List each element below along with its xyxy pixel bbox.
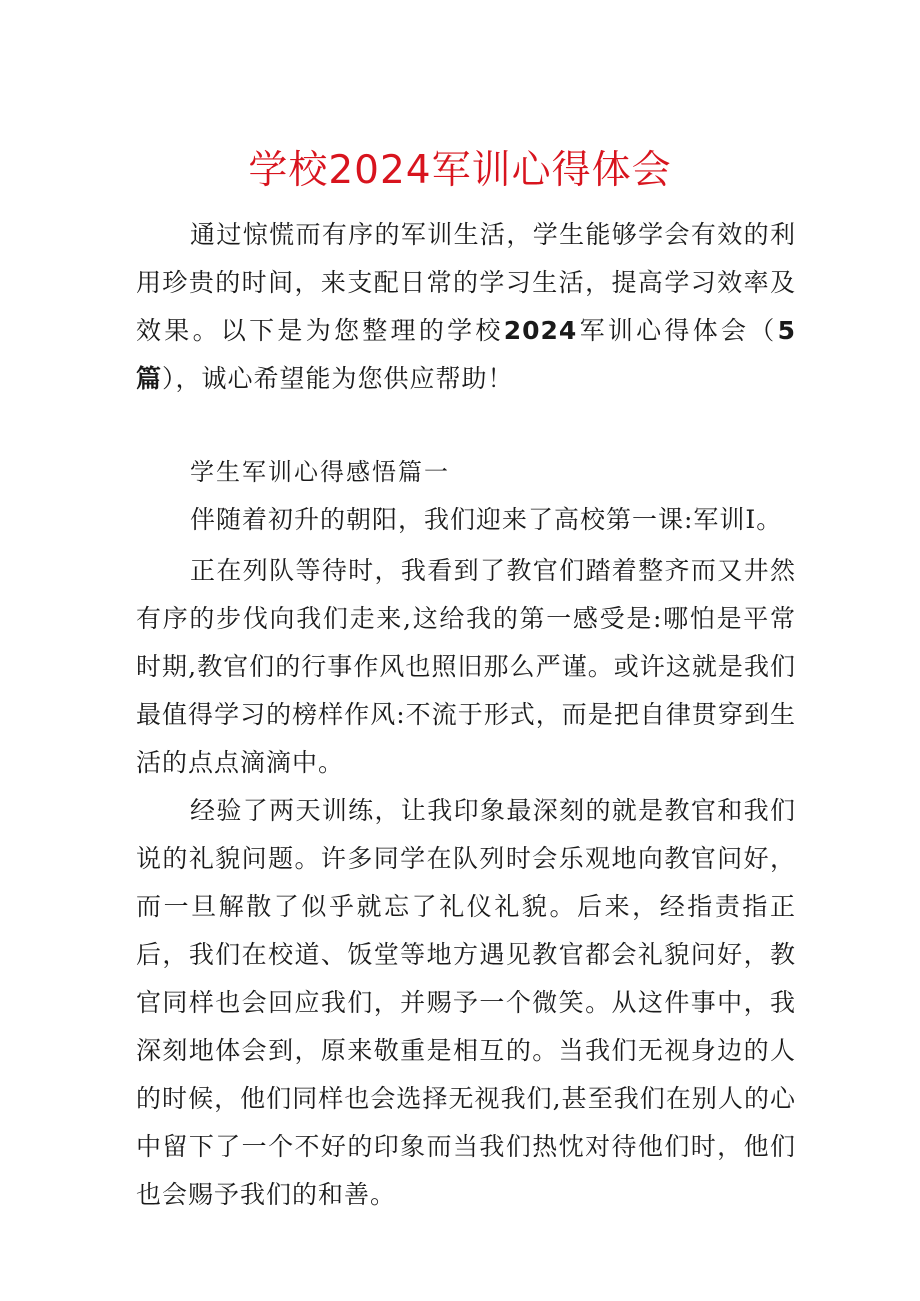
section-heading: 学生军训心得感悟篇一 xyxy=(190,458,450,486)
document-title: 学校2024军训心得体会 xyxy=(248,148,672,193)
intro-text-part1: 通过惊慌而有序的军训生活，学生能够学会有效的利用珍贵的时间，来支配日常的学习生活，提高学习效率及效果。以下是为您整理的学校 xyxy=(136,220,796,345)
body-paragraph-1: 伴随着初升的朝阳，我们迎来了高校第一课:军训I。 xyxy=(190,505,783,534)
intro-year: 2024 xyxy=(503,316,578,345)
intro-text-part3: ），诚心希望能为您供应帮助！ xyxy=(162,364,514,393)
body-paragraph-3: 经验了两天训练，让我印象最深刻的就是教官和我们说的礼貌问题。许多同学在队列时会乐观地向教官问好，而一旦解散了似乎就忘了礼仪礼貌。后来，经指责指正后，我们在校道、饭堂等地方遇见教官都会礼貌问好，教官同样也会回应我们，并赐予一个微笑。从这件事中，我深刻地体会到，原来敬重是相互的。当我们无视身边的人的时候，他们同样也会选择无视我们,甚至我们在别人的心中留下了一个不好的印象而当我们热忱对待他们时，他们也会赐予我们的和善。 xyxy=(136,796,796,1209)
body-paragraph-2: 正在列队等待时，我看到了教官们踏着整齐而又井然有序的步伐向我们走来,这给我的第一感受是:哪怕是平常时期,教官们的行事作风也照旧那么严谨。或许这就是我们最值得学习的榜样作风:不流于形式，而是把自律贯穿到生活的点点滴滴中。 xyxy=(136,556,796,777)
intro-paragraph xyxy=(136,211,796,403)
intro-count: 5篇 xyxy=(136,316,796,393)
intro-text-part2: 军训心得体会（ xyxy=(577,316,778,345)
